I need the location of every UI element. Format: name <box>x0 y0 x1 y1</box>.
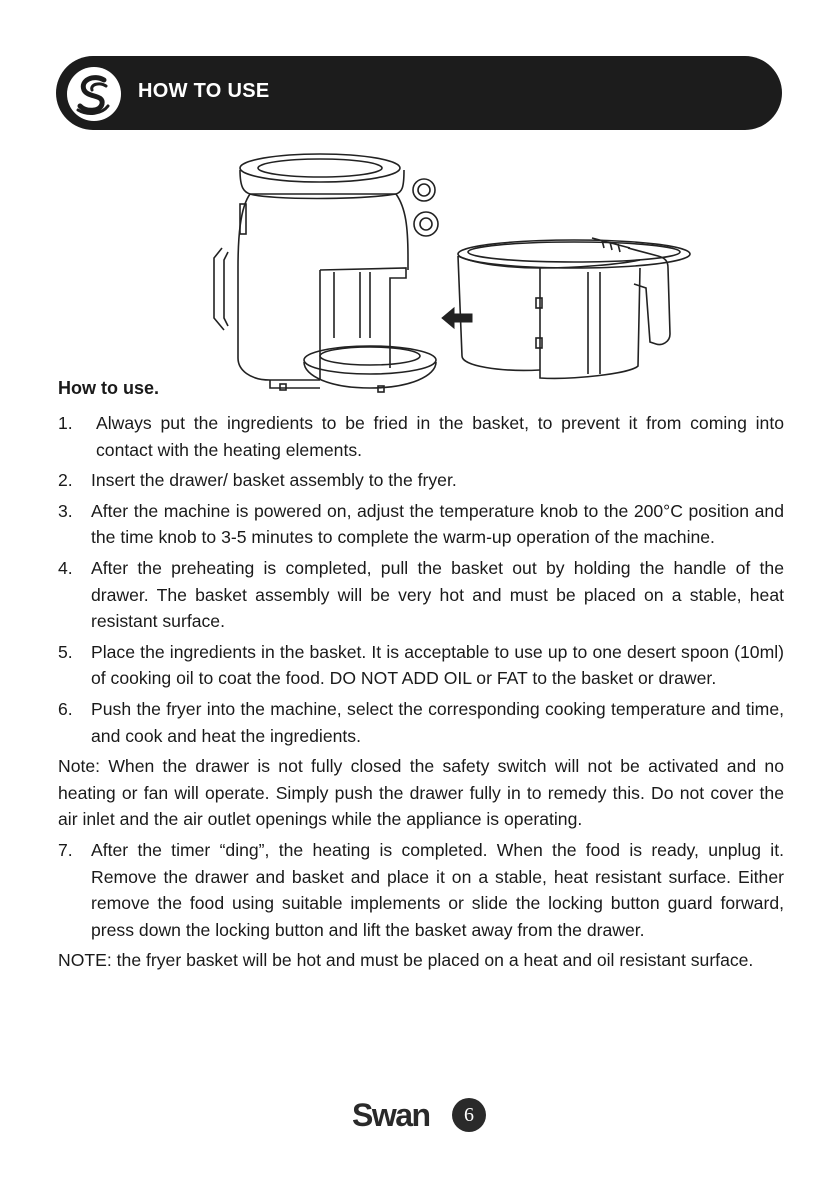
step-text: After the machine is powered on, adjust the temperature knob to the 200°C position and the time knob to 3-5 minutes to complete the warm-up operation of the machine. <box>91 500 784 548</box>
step-text: Push the fryer into the machine, select the corresponding cooking temperature and time, and cook and heat the ingredients. <box>91 698 784 746</box>
step-number: 6. <box>58 698 73 719</box>
list-item <box>58 696 784 749</box>
arrow-left-icon <box>442 308 472 328</box>
step-text: After the timer “ding”, the heating is completed. When the food is ready, unplug it. Remove the drawer and basket and place it on a stable, heat resistant surface. Either remove the food using suitable implements or slide the locking button guard forward, press down the locking button and lift the basket away from the drawer. <box>91 839 784 940</box>
step-number: 5. <box>58 641 73 662</box>
step-text: Always put the ingredients to be fried in the basket, to prevent it from coming into contact with the heating elements. <box>96 413 784 460</box>
section-heading: How to use. <box>58 378 160 398</box>
step-number: 2. <box>58 470 73 491</box>
step-number: 4. <box>58 557 73 578</box>
step-text: Insert the drawer/ basket assembly to the fryer. <box>91 470 457 491</box>
page-title: HOW TO USE <box>138 80 270 102</box>
list-item <box>58 498 784 551</box>
list-item <box>58 410 784 463</box>
instructions <box>58 410 784 974</box>
air-fryer-illustration <box>210 148 700 396</box>
list-item <box>58 639 784 692</box>
page-number: 6 <box>452 1098 486 1132</box>
list-item <box>58 467 784 494</box>
basket-note: NOTE: the fryer basket will be hot and must be placed on a heat and oil resistant surface. <box>58 950 754 971</box>
step-number: 7. <box>58 839 73 860</box>
safety-note: Note: When the drawer is not fully closed the safety switch will not be activated and no heating or fan will operate. Simply push the drawer fully in to remedy this. Do not cover the air inlet and the air outlet openings while the appliance is operating. <box>58 756 784 830</box>
brand-logo: Swan <box>352 1097 430 1133</box>
list-item <box>58 837 784 943</box>
step-number: 3. <box>58 500 73 521</box>
step-number: 1. <box>58 413 73 433</box>
step-text: After the preheating is completed, pull the basket out by holding the handle of the drawer. The basket assembly will be very hot and must be placed on a stable, heat resistant surface. <box>91 557 784 632</box>
swan-s-logo-icon <box>66 66 122 122</box>
list-item <box>58 555 784 635</box>
step-text: Place the ingredients in the basket. It is acceptable to use up to one desert spoon (10ml) of cooking oil to coat the food. DO NOT ADD OIL or FAT to the basket or drawer. <box>91 641 784 689</box>
